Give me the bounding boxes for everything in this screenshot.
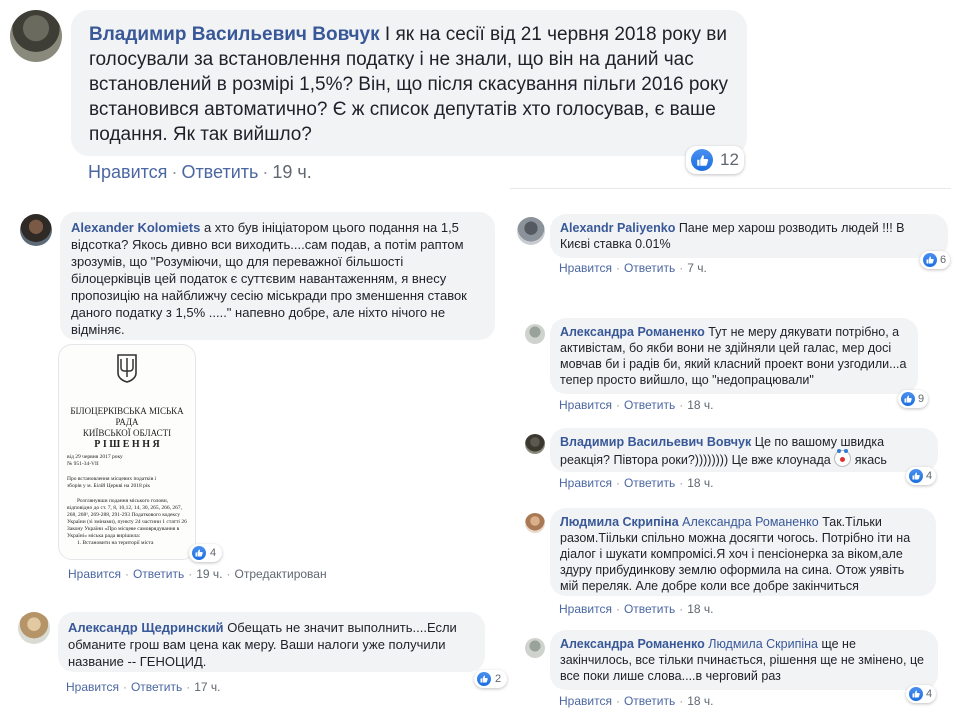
- document-heading: Р І Ш Е Н Н Я: [94, 439, 160, 450]
- comment-text: Пане мер харош розводить людей !!! В Києві ставка 0.01%: [560, 221, 905, 251]
- like-icon: [923, 253, 937, 267]
- reply-link[interactable]: Ответить: [132, 567, 185, 581]
- comment-time[interactable]: 18 ч.: [687, 694, 714, 708]
- edited-label[interactable]: Отредактирован: [234, 567, 327, 581]
- reaction-number: 4: [210, 547, 217, 559]
- comment-author[interactable]: Alexander Kolomiets: [71, 220, 201, 235]
- like-icon: [192, 546, 206, 560]
- comment-time[interactable]: 18 ч.: [687, 398, 714, 412]
- comment-actions: Нравится · Ответить · 19 ч. · Отредактирован: [68, 567, 327, 581]
- comment-actions: Нравится · Ответить · 17 ч.: [66, 680, 221, 694]
- avatar[interactable]: [18, 612, 50, 644]
- comment-bubble: [71, 10, 747, 156]
- comment-author[interactable]: Александра Романенко: [560, 637, 705, 651]
- comment-time[interactable]: 19 ч.: [272, 162, 312, 182]
- comment-actions: Нравится · Ответить · 7 ч.: [559, 261, 707, 275]
- document-number: № 951-34-VII: [67, 461, 99, 467]
- document-title-line: КИЇВСЬКОЇ ОБЛАСТІ: [82, 428, 172, 438]
- reply-link[interactable]: Ответить: [623, 261, 676, 275]
- like-link[interactable]: Нравится: [559, 398, 612, 412]
- reply-link[interactable]: Ответить: [181, 162, 259, 182]
- reaction-count[interactable]: [898, 390, 928, 408]
- comment-time[interactable]: 18 ч.: [687, 476, 714, 490]
- document-item: 1. Встановити на території міста: [77, 540, 154, 546]
- like-link[interactable]: Нравится: [66, 680, 119, 694]
- like-link[interactable]: Нравится: [68, 567, 121, 581]
- comment-actions: Нравится · Ответить · 18 ч.: [559, 602, 714, 616]
- reaction-count[interactable]: [189, 544, 222, 562]
- reaction-number: 4: [926, 470, 933, 482]
- reaction-count[interactable]: [906, 685, 936, 703]
- comment-text: Це по вашому швидка реакція? Півтора роки?)))))))) Це вже клоунада: [560, 435, 885, 467]
- document-body: Розглянувши подання міського голови, відповідно до ст. 7, 8, 10,12, 14, 30, 265, 266, 267, 268, 268¹, 269-288, 291-293 Податкового кодексу України (зі змінами), пункту 24 частини 1 статті 26 Закону України «Про місцеве самоврядування в Україні» міська рада вирішила:: [67, 498, 187, 539]
- reaction-number: 2: [495, 673, 502, 685]
- comment-time[interactable]: 17 ч.: [194, 680, 221, 694]
- comment-actions: Нравится · Ответить · 19 ч.: [88, 162, 312, 182]
- reply-link[interactable]: Ответить: [623, 694, 676, 708]
- comment-text: Тут не меру дякувати потрібно, а активістам, бо якби вони не здійняли цей галас, мер досі мовчав би і радів би, який класний проект вони узгодили...а тепер просто вийшло, що "недопрацювали": [560, 325, 907, 387]
- reaction-count[interactable]: [474, 670, 507, 688]
- avatar[interactable]: [20, 214, 52, 246]
- reaction-count[interactable]: [906, 467, 936, 485]
- reaction-number: 4: [926, 688, 933, 700]
- like-icon: [909, 469, 923, 483]
- reaction-number: 9: [918, 393, 925, 405]
- comment-text: ще не закінчилось, все тільки пчинається, рішення ще не змінено, це все поки лише слова....в черговий раз: [560, 637, 924, 683]
- like-link[interactable]: Нравится: [559, 261, 612, 275]
- attached-document-image[interactable]: [58, 344, 196, 560]
- reaction-number: 6: [940, 254, 947, 266]
- comment-author[interactable]: Александра Романенко: [560, 325, 705, 339]
- comment-actions: Нравится · Ответить · 18 ч.: [559, 476, 714, 490]
- avatar[interactable]: [525, 434, 545, 454]
- like-icon: [477, 672, 491, 686]
- like-icon: [901, 392, 915, 406]
- clown-face-icon: [834, 450, 851, 467]
- like-icon: [909, 687, 923, 701]
- mention-link[interactable]: Людмила Скрипіна: [708, 637, 818, 651]
- document-title-line: РАДА: [115, 417, 139, 427]
- comment-text: а хто був ініціатором цього подання на 1,5 відсотка? Якось дивно вси виходить....сам подав, а потім раптом зрозумів, що "Розуміючи, що для переважної більшості білоцерківців цей податок є суттєвим навантаженням, я внесу пропозицію на найближчу сесію міськради про зменшення ставок даного податку з 1,5% ....." напевно добре, але ніхто нічого не відміняє.: [71, 220, 467, 337]
- comment-text: Так.Тільки разом.Тіільки спільно можна досягти чогось. Потрібно іти на діалог і шукати компромісі.Я хоч і пенсіонерка за віком,але здуру прибудинкову землю оформила на сина. Отож уявіть мій переляк. Але добре коли все добре закінчиться: [560, 515, 911, 593]
- reply-link[interactable]: Ответить: [623, 602, 676, 616]
- comment-text: І як на сесії від 21 червня 2018 року ви голосували за встановлення податку і не знали, що він на даний час встановлений в розмірі 1,5%? Він, що після скасування пільги 2016 року встановився автоматично? Є ж список депутатів хто голосував, є ваше подання. Як так вийшло?: [89, 24, 729, 145]
- thread-divider: [510, 188, 951, 189]
- comment-text: Обещать не значит выполнить....Если обманите грош вам цена как меру. Ваши налоги уже получили название -- ГЕНОЦИД.: [68, 620, 457, 669]
- avatar[interactable]: [525, 638, 545, 658]
- comment-actions: Нравится · Ответить · 18 ч.: [559, 694, 714, 708]
- comment-author[interactable]: Людмила Скрипіна: [560, 515, 679, 529]
- document-subject: Про встановлення місцевих податків і зборів у м. Білій Церкві на 2018 рік: [67, 476, 157, 489]
- comment-author[interactable]: Alexandr Paliyenko: [560, 221, 676, 235]
- avatar[interactable]: [525, 513, 545, 533]
- reaction-number: 12: [720, 150, 739, 169]
- avatar[interactable]: [10, 10, 62, 62]
- document-title-line: БІЛОЦЕРКІВСЬКА МІСЬКА: [70, 406, 184, 416]
- avatar[interactable]: [525, 324, 545, 344]
- comment-bubble: [58, 612, 485, 672]
- like-link[interactable]: Нравится: [88, 162, 168, 182]
- document-date: від 29 червня 2017 року: [67, 454, 123, 460]
- comment-text-tail: якась: [854, 453, 887, 467]
- like-icon: [691, 149, 713, 171]
- comment-bubble: [60, 212, 495, 340]
- comment-actions: Нравится · Ответить · 18 ч.: [559, 398, 714, 412]
- trident-emblem: [59, 353, 195, 388]
- like-link[interactable]: Нравится: [559, 694, 612, 708]
- comment-time[interactable]: 7 ч.: [687, 261, 707, 275]
- comment-author[interactable]: Владимир Васильевич Вовчук: [560, 435, 752, 449]
- comment-time[interactable]: 19 ч.: [196, 567, 223, 581]
- like-link[interactable]: Нравится: [559, 602, 612, 616]
- comment-time[interactable]: 18 ч.: [687, 602, 714, 616]
- comment-author[interactable]: Владимир Васильевич Вовчук: [89, 24, 380, 45]
- avatar[interactable]: [517, 217, 545, 245]
- comment-bubble: [550, 214, 948, 258]
- reply-link[interactable]: Ответить: [623, 476, 676, 490]
- comment-bubble: [550, 318, 918, 394]
- like-link[interactable]: Нравится: [559, 476, 612, 490]
- comment-bubble: [550, 428, 938, 472]
- mention-link[interactable]: Александра Романенко: [682, 515, 819, 529]
- comment-bubble: [550, 508, 936, 596]
- comment-bubble: [550, 630, 938, 690]
- comment-author[interactable]: Александр Щедринский: [68, 620, 224, 635]
- reaction-count[interactable]: [920, 251, 950, 269]
- reply-link[interactable]: Ответить: [623, 398, 676, 412]
- reply-link[interactable]: Ответить: [130, 680, 183, 694]
- reaction-count[interactable]: [686, 146, 744, 174]
